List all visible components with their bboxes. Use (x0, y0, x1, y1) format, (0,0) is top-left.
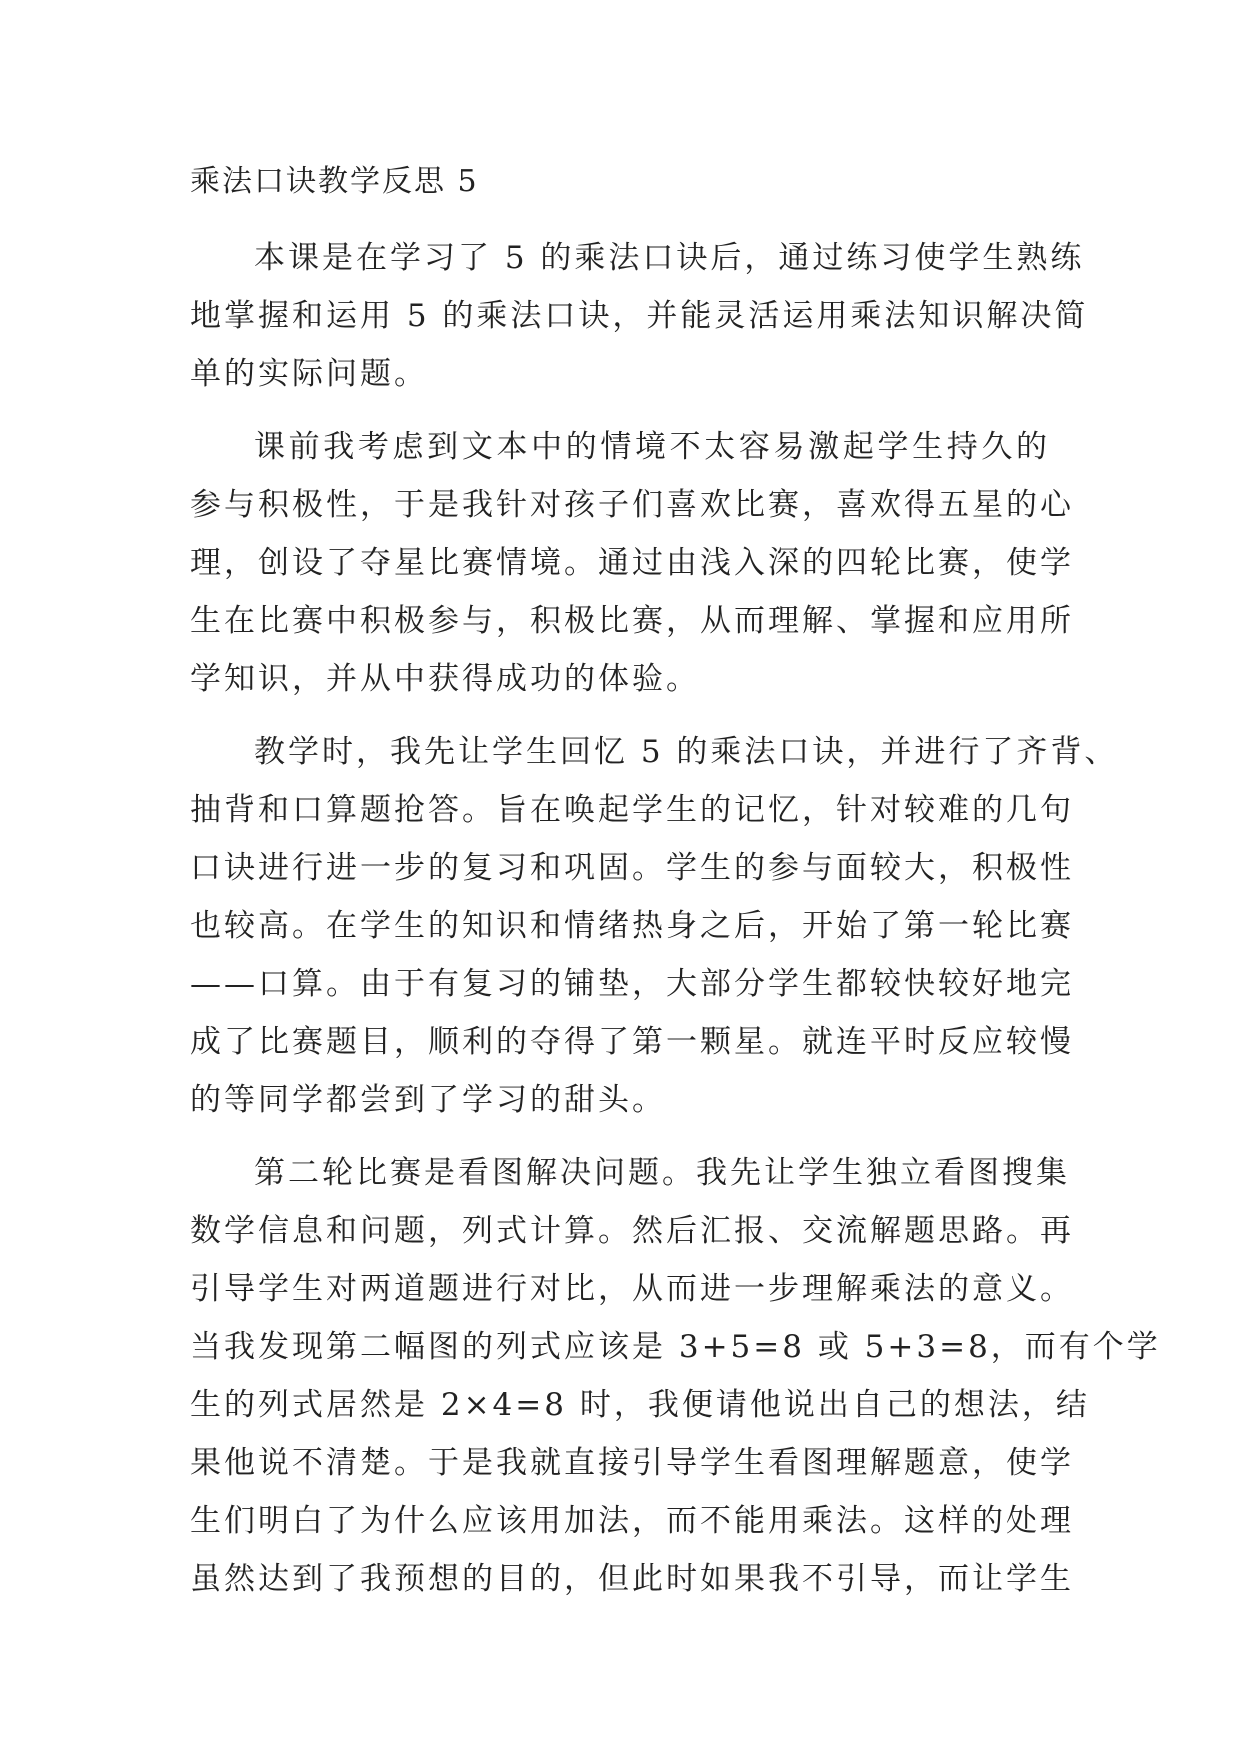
document-title: 乘法口诀教学反思 5 (190, 164, 479, 199)
paragraph-line: 课前我考虑到文本中的情境不太容易激起学生持久的 (254, 429, 1050, 465)
paragraph-line: 单的实际问题。 (190, 356, 428, 392)
paragraph-line: 学知识，并从中获得成功的体验。 (190, 661, 700, 697)
paragraph-line: 的等同学都尝到了学习的甜头。 (190, 1082, 666, 1118)
paragraph (190, 418, 1074, 708)
paragraph-line: 生的列式居然是 2×4=8 时，我便请他说出自己的想法，结 (190, 1387, 1090, 1423)
paragraph-line: 生们明白了为什么应该用加法，而不能用乘法。这样的处理 (190, 1503, 1074, 1539)
paragraph (190, 229, 1089, 403)
document-body (190, 162, 1161, 1623)
paragraph-line: 地掌握和运用 5 的乘法口诀，并能灵活运用乘法知识解决简 (190, 298, 1089, 334)
paragraph-list (190, 229, 1161, 1608)
paragraph-line: 参与积极性，于是我针对孩子们喜欢比赛，喜欢得五星的心 (190, 487, 1074, 523)
paragraph-line: 成了比赛题目，顺利的夺得了第一颗星。就连平时反应较慢 (190, 1024, 1074, 1060)
paragraph-line: 抽背和口算题抢答。旨在唤起学生的记忆，针对较难的几句 (190, 792, 1074, 828)
paragraph-line: 当我发现第二幅图的列式应该是 3+5=8 或 5+3=8，而有个学 (190, 1329, 1161, 1365)
paragraph-line: 引导学生对两道题进行对比，从而进一步理解乘法的意义。 (190, 1271, 1074, 1307)
paragraph-line: 虽然达到了我预想的目的，但此时如果我不引导，而让学生 (190, 1561, 1074, 1597)
paragraph-line: 第二轮比赛是看图解决问题。我先让学生独立看图搜集 (254, 1155, 1070, 1191)
paragraph-line: 生在比赛中积极参与，积极比赛，从而理解、掌握和应用所 (190, 603, 1074, 639)
paragraph-line: 数学信息和问题，列式计算。然后汇报、交流解题思路。再 (190, 1213, 1074, 1249)
paragraph (190, 1144, 1161, 1608)
paragraph-line: ——口算。由于有复习的铺垫，大部分学生都较快较好地完 (190, 966, 1074, 1002)
paragraph-line: 教学时，我先让学生回忆 5 的乘法口诀，并进行了齐背、 (254, 734, 1119, 770)
paragraph-line: 理，创设了夺星比赛情境。通过由浅入深的四轮比赛，使学 (190, 545, 1074, 581)
paragraph-line: 也较高。在学生的知识和情绪热身之后，开始了第一轮比赛 (190, 908, 1074, 944)
paragraph-line: 本课是在学习了 5 的乘法口诀后，通过练习使学生熟练 (254, 240, 1085, 276)
paragraph-line: 果他说不清楚。于是我就直接引导学生看图理解题意，使学 (190, 1445, 1074, 1481)
paragraph (190, 723, 1119, 1129)
paragraph-line: 口诀进行进一步的复习和巩固。学生的参与面较大，积极性 (190, 850, 1074, 886)
